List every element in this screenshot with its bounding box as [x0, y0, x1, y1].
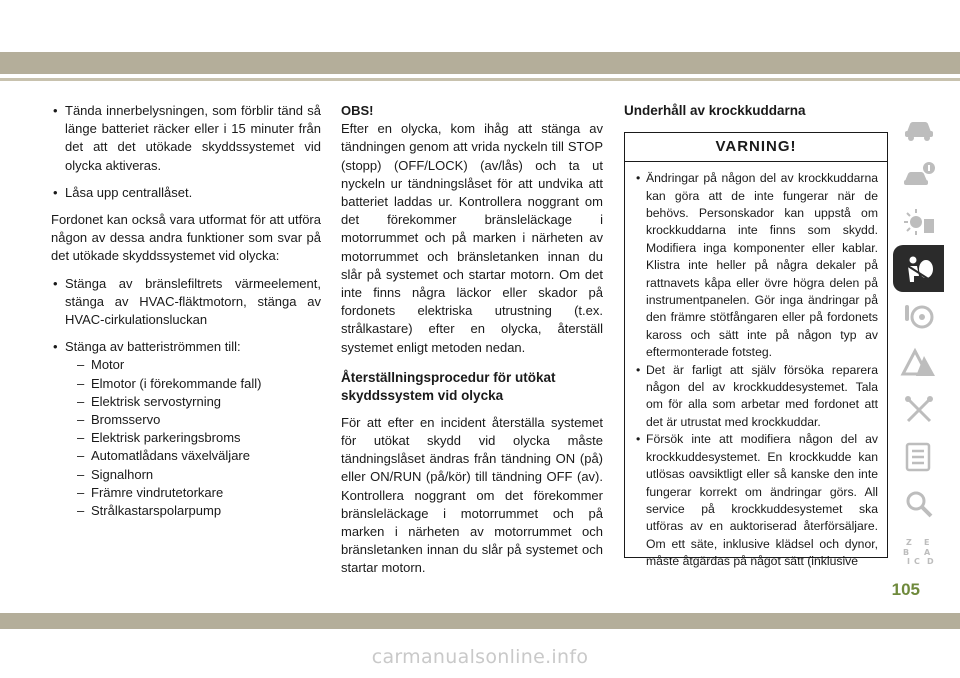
warning-bullet: • Det är farligt att själv försöka reparera någon del av krockkuddesystemet. Tala om för alla som arbetar med fordonet att det är utrustat med krockkuddar.: [634, 362, 878, 432]
svg-text:Z: Z: [905, 537, 912, 547]
warning-bullet: • Försök inte att modifiera någon del av krockkuddesystemet. En krockkudde kan utlösas oavsiktligt eller så kanske den inte fungerar korrekt om ändringar görs. All service på krockkuddesystemet ska utföras av en auktoriserad återförsäljare. Om ett säte, inklusive klädsel och dynor, måste åtgärdas på något sätt (inklusive: [634, 431, 878, 570]
svg-text:I: I: [906, 556, 910, 566]
svg-text:B: B: [902, 547, 909, 557]
dash-item: – Elektrisk servostyrning: [51, 393, 321, 411]
tab-emergency[interactable]: [893, 339, 944, 386]
checklist-icon: [902, 442, 936, 472]
car-icon: [902, 113, 936, 143]
warning-box: [624, 132, 888, 569]
tab-car[interactable]: [893, 104, 944, 151]
bullet-item: • Stänga av bränslefiltrets värmeelement, stänga av HVAC-fläktmotorn, stänga av HVAC-cirkulationsluckan: [51, 275, 321, 330]
tab-specifications[interactable]: [893, 433, 944, 480]
watermark: carmanualsonline.info: [371, 646, 589, 668]
footer-band: [0, 613, 960, 629]
car-info-icon: [902, 160, 936, 190]
tab-safety[interactable]: [893, 245, 944, 292]
svg-text:C: C: [913, 556, 920, 566]
tab-servicing[interactable]: [893, 386, 944, 433]
svg-text:A: A: [923, 547, 930, 557]
tab-search[interactable]: [893, 480, 944, 527]
paragraph: Fordonet kan också vara utformat för att utföra någon av dessa andra funktioner som svar på det utökade skyddssystemet vid olycka:: [51, 212, 321, 264]
tab-dashboard-lights[interactable]: [893, 198, 944, 245]
dash-item: – Elmotor (i förekommande fall): [51, 375, 321, 393]
bullet-item: • Låsa upp centrallåset.: [51, 184, 321, 202]
header-band: [0, 52, 960, 74]
tab-car-info[interactable]: [893, 151, 944, 198]
column-left: [51, 102, 321, 520]
paragraph: För att efter en incident återställa systemet för utökat skydd vid olycka måste tändningslåset ändras från tändning ON (på) eller ON/RUN (på/kör) till tändning OFF (av). Kontrollera noggrant om det förekommer bränsleläckage i motorrummet och på marken i närheten av motorrummet och bränsletanken innan du slår på systemet och startar motorn.: [341, 414, 603, 576]
dash-item: – Signalhorn: [51, 466, 321, 484]
svg-text:D: D: [926, 556, 934, 566]
dash-item: – Bromsservo: [51, 411, 321, 429]
chapter-tabs: [893, 104, 944, 574]
tab-starting-operating[interactable]: [893, 292, 944, 339]
header-rule: [0, 78, 960, 81]
note-title: OBS!: [341, 103, 374, 118]
warning-bullet: • Ändringar på någon del av krockkuddarna kan göra att de inte fungerar när de behövs. Personskador kan uppstå om krockkuddarna inte finns som skydd. Modifiera inga komponenter eller kablar. Klistra inte heller på några dekaler på rattnavets kåpa eller övre högra delen på instrumentpanelen. Gör inga ändringar på den främre stötfångaren eller på fordonets kaross och sätt inte på någon typ av eftermonterade fotsteg.: [634, 170, 878, 361]
svg-text:E: E: [923, 537, 929, 547]
tools-icon: [902, 395, 936, 425]
safety-airbag-icon: [902, 254, 936, 284]
column-right: [624, 102, 888, 569]
bullet-item: • Tända innerbelysningen, som förblir tänd så länge batteriet räcker eller i 15 minuter från det att det utökade skyddssystemet vid olycka aktiveras.: [51, 102, 321, 175]
magnifier-icon: [902, 489, 936, 519]
section-heading: Underhåll av krockkuddarna: [624, 103, 806, 118]
section-heading: Återställningsprocedur för utökat skyddssystem vid olycka: [341, 369, 556, 404]
warning-title: VARNING!: [625, 133, 887, 162]
dash-item: – Automatlådans växelväljare: [51, 447, 321, 465]
steering-wheel-icon: [902, 301, 936, 331]
index-letters-icon: [902, 536, 936, 566]
tab-index[interactable]: [893, 527, 944, 574]
note-text: Efter en olycka, kom ihåg att stänga av tändningen genom att vrida nyckeln till STOP (stopp) (OFF/LOCK) (av/lås) och ta ut nyckeln ur tändningslåset för att undvika att batteriet laddas ur. Kontrollera noggrant om det förekommer bränsleläckage i motorrummet och på marken i närheten av motorrummet och bränsletanken innan du slår på systemet och startar motorn. Om det inte finns några läckor eller skador på fordonets elektriska utrustning (t.ex. strålkastare) efter en olycka, återställ systemet enligt metoden nedan.: [341, 121, 603, 355]
dash-item: – Elektrisk parkeringsbroms: [51, 429, 321, 447]
dash-item: – Främre vindrutetorkare: [51, 484, 321, 502]
column-middle: [341, 102, 603, 578]
bullet-item: • Stänga av batteriströmmen till:: [51, 338, 321, 356]
dash-item: – Strålkastarspolarpump: [51, 502, 321, 520]
page-number: 105: [891, 580, 920, 599]
warning-triangle-icon: [902, 348, 936, 378]
dash-item: – Motor: [51, 356, 321, 374]
dashboard-light-icon: [902, 207, 936, 237]
